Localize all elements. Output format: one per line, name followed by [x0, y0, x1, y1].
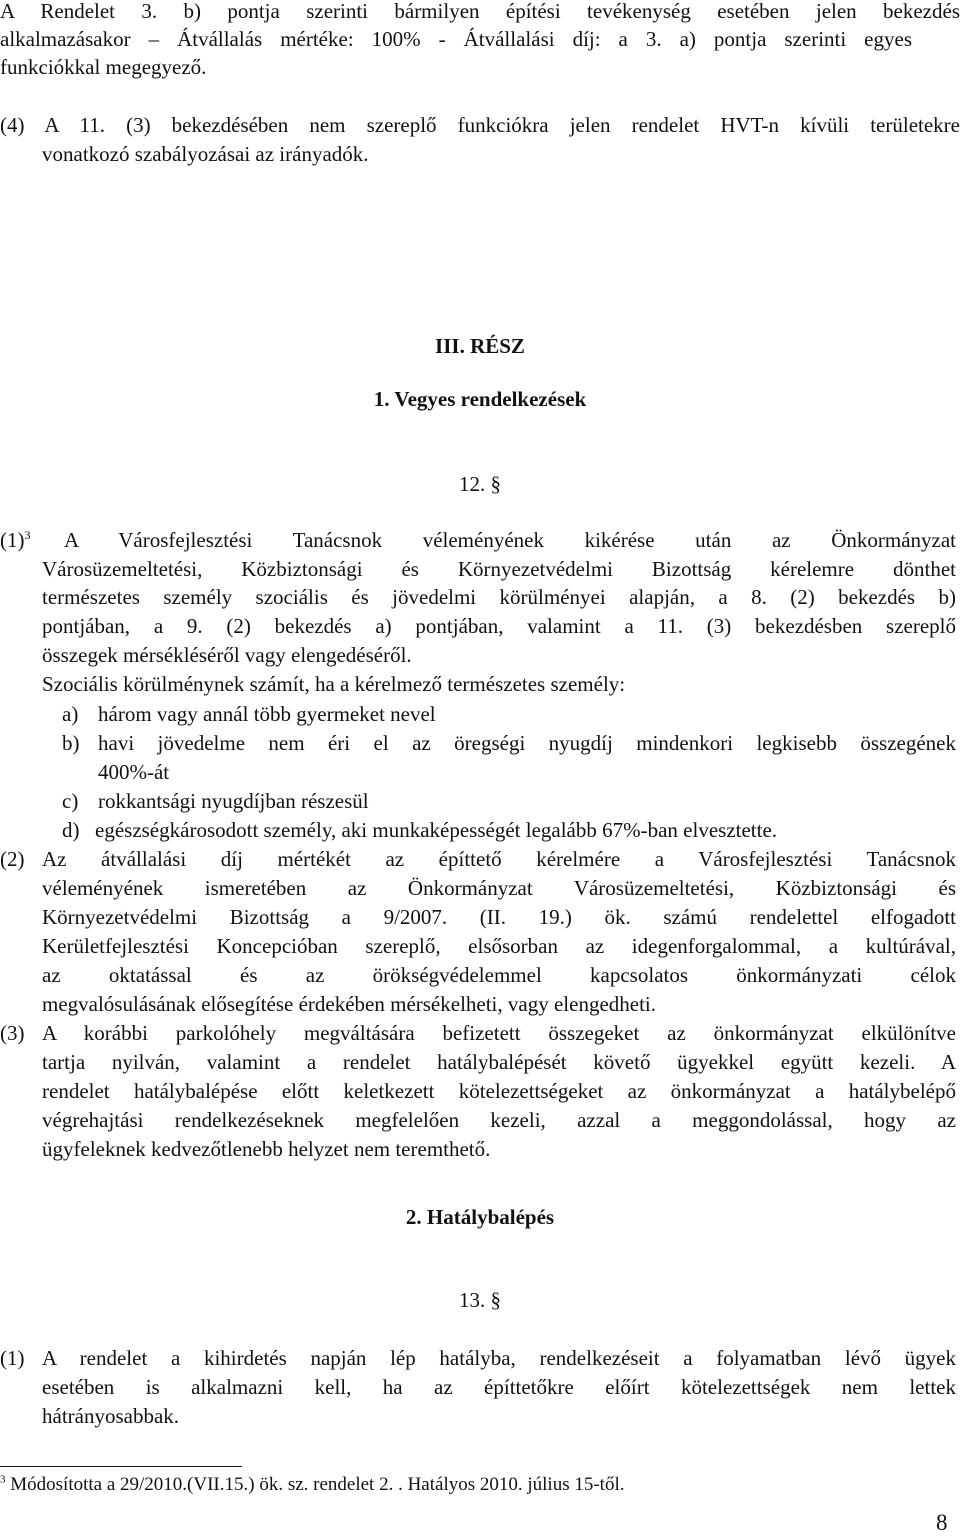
para4-line-1: (4) A 11. (3) bekezdésében nem szereplő funkciókra jelen rendelet HVT-n kívüli területekre [0, 113, 960, 137]
section-sign-glyph: § [490, 1288, 501, 1312]
list-item-a-text: három vagy annál több gyermeket nevel [98, 702, 436, 726]
para12-3-line-4: végrehajtási rendelkezéseknek megfelelően kezeli, azzal a meggondolással, hogy az [42, 1108, 956, 1132]
list-item-b-text-2: 400%-át [98, 760, 170, 784]
para12-1-mark [0, 526, 31, 554]
para13-1-line-3: hátrányosabbak. [42, 1404, 180, 1428]
list-item-b-mark: b) [62, 731, 80, 755]
list-item-d-mark: d) [62, 818, 80, 842]
para12-3-mark: (3) [0, 1021, 25, 1045]
para12-2-mark: (2) [0, 847, 25, 871]
paragraph-12-heading [0, 470, 960, 498]
section-2-heading: 2. Hatálybalépés [405, 1205, 555, 1229]
para12-3-line-5: ügyfeleknek kedvezőtlenebb helyzet nem teremthető. [42, 1137, 491, 1161]
list-item-a-mark: a) [62, 702, 79, 726]
list-item-c-mark: c) [62, 789, 79, 813]
para12-3-line-2: tartja nyilván, valamint a rendelet hatálybalépését követő ügyekkel együtt kezeli. A [42, 1050, 956, 1074]
para12-2-line-2: véleményének ismeretében az Önkormányzat Városüzemeltetési, Közbiztonsági és [42, 876, 956, 900]
paragraph-12-label: 12. [459, 472, 491, 496]
list-item-d-text: egészségkárosodott személy, aki munkaképességét legalább 67%-ban elvesztette. [95, 818, 778, 842]
para12-2-line-6: megvalósulásának elősegítése érdekében mérsékelheti, vagy elengedheti. [42, 992, 657, 1016]
para12-3-line-1: A korábbi parkolóhely megváltására befizetett összegeket az önkormányzat elkülönítve [42, 1021, 956, 1045]
top-paragraph-line-1: A Rendelet 3. b) pontja szerinti bármilyen építési tevékenység esetében jelen bekezdés [0, 0, 960, 23]
footnote-text: Módosította a 29/2010.(VII.15.) ök. sz. rendelet 2. . Hatályos 2010. július 15-től. [10, 1474, 625, 1495]
section-1-heading: 1. Vegyes rendelkezések [373, 387, 587, 411]
para12-1-line-5: összegek mérsékléséről vagy elengedéséről. [42, 643, 412, 667]
para12-1-line-4: pontjában, a 9. (2) bekezdés a) pontjában, valamint a 11. (3) bekezdésben szereplő [42, 614, 956, 638]
para13-1-mark: (1) [0, 1346, 25, 1370]
para13-1-line-2: esetében is alkalmazni kell, ha az építtetőkre előírt kötelezettségek nem lettek [42, 1375, 956, 1399]
list-item-b-text-1: havi jövedelme nem éri el az öregségi nyugdíj mindenkori legkisebb összegének [98, 731, 956, 755]
paragraph-13-heading [0, 1286, 960, 1314]
footnote-separator [0, 1466, 242, 1467]
page-number: 8 [936, 1510, 948, 1535]
top-paragraph-line-3: funkciókkal megegyező. [0, 55, 207, 79]
para12-2-line-5: az oktatással és az örökségvédelemmel kapcsolatos önkormányzati célok [42, 963, 956, 987]
section-sign-glyph: § [490, 472, 501, 496]
paragraph-number: (1) [0, 528, 25, 552]
para12-1-line-1: A Városfejlesztési Tanácsnok véleményének kikérése után az Önkormányzat [64, 528, 956, 552]
footnote-reference[interactable]: 3 [24, 528, 31, 542]
footnote [0, 1474, 625, 1496]
footnote-number: 3 [0, 1473, 6, 1486]
para13-1-line-1: A rendelet a kihirdetés napján lép hatályba, rendelkezéseit a folyamatban lévő ügyek [42, 1346, 956, 1370]
para12-2-line-3: Környezetvédelmi Bizottság a 9/2007. (II. 19.) ök. számú rendelettel elfogadott [42, 905, 956, 929]
para12-1-line-2: Városüzemeltetési, Közbiztonsági és Környezetvédelmi Bizottság kérelemre dönthet [42, 557, 956, 581]
para4-line-2: vonatkozó szabályozásai az irányadók. [42, 142, 369, 166]
para12-1-line-6: Szociális körülménynek számít, ha a kérelmező természetes személy: [42, 672, 626, 696]
part-heading: III. RÉSZ [435, 334, 525, 358]
list-item-c-text: rokkantsági nyugdíjban részesül [98, 789, 369, 813]
paragraph-13-label: 13. [459, 1288, 491, 1312]
para12-3-line-3: rendelet hatálybalépése előtt keletkezett kötelezettségeket az önkormányzat a hatálybelépő [42, 1079, 956, 1103]
top-paragraph-line-2: alkalmazásakor – Átvállalás mértéke: 100% - Átvállalási díj: a 3. a) pontja szerinti egyes [0, 27, 912, 51]
para12-1-line-3: természetes személy szociális és jövedelmi körülményei alapján, a 8. (2) bekezdés b) [42, 585, 956, 609]
para12-2-line-4: Kerületfejlesztési Koncepcióban szereplő, elsősorban az idegenforgalommal, a kultúrával, [42, 934, 956, 958]
para12-2-line-1: Az átvállalási díj mértékét az építtető kérelmére a Városfejlesztési Tanácsnok [42, 847, 956, 871]
